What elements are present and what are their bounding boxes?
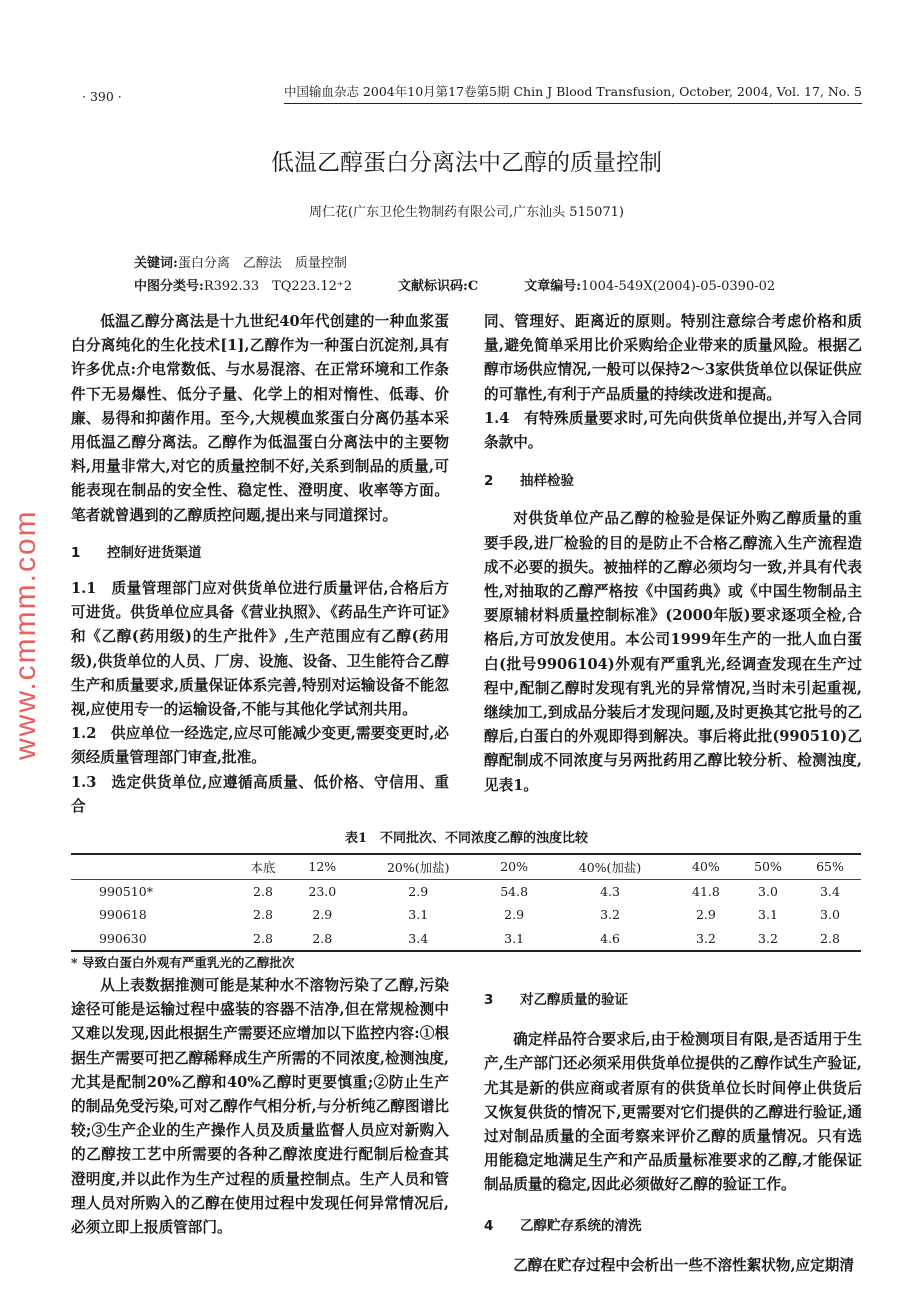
columns-top (71, 310, 862, 819)
section-number: 3 (484, 992, 494, 1009)
column-header: 50% (754, 859, 782, 875)
doc-code-label: 文献标识码: (398, 279, 468, 294)
column-header: 20%(加盐) (386, 859, 450, 875)
subsection-1-2 (71, 722, 449, 770)
turbidity-cell: 41.8 (692, 883, 720, 899)
column-header: 20% (500, 859, 529, 875)
column-header: 12% (308, 859, 337, 875)
after-table-paragraph: 从上表数据推测可能是某种水不溶物污染了乙醇,污染途径可能是运输过程中盛装的容器不洁净,但在常规检测中又难以发现,因此根据生产需要还应增加以下监控内容:①根据生产需要可把乙醇稀释成生产所需的不同浓度,检测浊度,尤其是配制20%乙醇和40%乙醇时更要慎重;②防止生产的制品免受污染,可对乙醇作气相分析,与分析纯乙醇图谱比较;③生产企业的生产操作人员及质量监督人员应对新购入的乙醇按工艺中所需要的各种乙醇浓度进行配制后检查其澄明度,并以此作为生产过程的质量控制点。生产人员和管理人员对所购入的乙醇在使用过程中发现任何异常情况后,必须立即上报质管部门。 (71, 977, 449, 1237)
turbidity-cell: 3.4 (820, 883, 840, 899)
turbidity-cell: 2.9 (408, 883, 429, 899)
table-header-row (71, 854, 861, 879)
watermark: www.cmmm.com (9, 509, 42, 760)
subsection-1-3 (71, 771, 449, 819)
section-3-heading (484, 988, 862, 1012)
column-header: 40% (692, 859, 720, 875)
batch-cell: 990630 (99, 930, 147, 946)
section-title: 乙醇贮存系统的清洗 (520, 1217, 642, 1234)
turbidity-cell: 2.8 (253, 883, 273, 899)
section-4-heading (484, 1214, 862, 1238)
turbidity-cell: 3.2 (758, 930, 778, 946)
table-caption: 表1 不同批次、不同浓度乙醇的浊度比较 (344, 831, 589, 847)
columns-bottom (71, 974, 862, 1278)
section-number: 1 (71, 544, 81, 561)
page-number: · 390 · (82, 89, 122, 104)
section-number: 2 (484, 473, 494, 490)
subsection-text: 供应单位一经选定,应尽可能减少变更,需要变更时,必须经质量管理部门审查,批准。 (71, 725, 449, 767)
subsection-number: 1.3 (71, 773, 97, 791)
article-title: 低温乙醇蛋白分离法中乙醇的质量控制 (271, 150, 662, 176)
classification-line (134, 275, 862, 298)
turbidity-cell: 2.9 (312, 907, 333, 923)
turbidity-cell: 2.9 (504, 907, 525, 923)
keywords (134, 252, 862, 275)
column-header: 65% (816, 859, 844, 875)
turbidity-cell: 4.6 (600, 930, 620, 946)
turbidity-cell: 23.0 (308, 883, 337, 899)
turbidity-cell: 3.0 (758, 883, 778, 899)
batch-cell: 990510* (99, 883, 153, 899)
subsection-1-1 (71, 577, 449, 722)
section-title: 对乙醇质量的验证 (520, 992, 628, 1009)
table-row (71, 879, 861, 903)
subsection-1-4 (484, 407, 862, 455)
column-header (71, 854, 235, 879)
section-2-heading (484, 469, 862, 493)
running-header: 中国输血杂志 2004年10月第17卷第5期 Chin J Blood Transfusion, October, 2004, Vol. 17, No. 5 (284, 82, 862, 104)
turbidity-cell: 3.2 (600, 907, 620, 923)
column-header: 40%(加盐) (578, 859, 642, 875)
keywords-value: 蛋白分离 乙醇法 质量控制 (177, 256, 347, 271)
subsection-text: 有特殊质量要求时,可先向供货单位提出,并写入合同条款中。 (484, 409, 862, 452)
clc-label: 中图分类号: (134, 279, 204, 294)
subsection-number: 1.4 (484, 409, 510, 427)
table-row (71, 903, 861, 927)
section-3-paragraph: 确定样品符合要求后,由于检测项目有限,是否适用于生产,生产部门还必须采用供货单位提供的乙醇作试生产验证,尤其是新的供应商或者原有的供货单位长时间停止供货后又恢复供货的情况下,更需要对它们提供的乙醇进行验证,通过对制品质量的全面考察来评价乙醇的质量情况。只有选用能稳定地满足生产和产品质量标准要求的乙醇,才能保证制品质量的稳定,因此必须做好乙醇的验证工作。 (484, 1031, 862, 1194)
left-column-bottom (71, 974, 449, 1240)
turbidity-cell: 4.3 (600, 883, 620, 899)
right-column-bottom (484, 974, 862, 1278)
turbidity-cell: 3.0 (820, 907, 840, 923)
article-no-value: 1004-549X(2004)-05-0390-02 (581, 279, 776, 294)
subsection-text: 选定供货单位,应遵循高质量、低价格、守信用、重合 (71, 773, 449, 815)
running-header-row (71, 82, 862, 104)
turbidity-cell: 3.2 (695, 930, 716, 946)
section-number: 4 (484, 1217, 494, 1234)
table-footnote: * 导致白蛋白外观有严重乳光的乙醇批次 (71, 955, 295, 971)
turbidity-cell: 3.4 (408, 930, 429, 946)
keywords-label: 关键词: (134, 256, 178, 271)
turbidity-cell: 2.8 (253, 907, 273, 923)
section-4-paragraph: 乙醇在贮存过程中会析出一些不溶性絮状物,应定期清 (513, 1256, 854, 1274)
subsection-number: 1.1 (71, 580, 97, 598)
turbidity-cell: 2.8 (820, 930, 840, 946)
turbidity-cell: 3.1 (408, 907, 429, 923)
column-header: 本底 (250, 859, 276, 875)
turbidity-cell: 2.8 (253, 930, 273, 946)
section-title: 控制好进货渠道 (107, 544, 202, 561)
subsection-1-3-continued: 同、管理好、距离近的原则。特别注意综合考虑价格和质量,避免简单采用比价采购给企业带来的质量风险。根据乙醇市场供应情况,一般可以保持2～3家供货单位以保证供应的可靠性,有利于产品质量的持续改进和提高。 (484, 313, 862, 403)
right-column-top (484, 310, 862, 798)
turbidity-cell: 2.9 (695, 907, 716, 923)
subsection-text: 质量管理部门应对供货单位进行质量评估,合格后方可进货。供货单位应具备《营业执照》、《药品生产许可证》和《乙醇(药用级)的生产批件》,生产范围应有乙醇(药用级),供货单位的人员、厂房、设施、设备、卫生能符合乙醇生产和质量要求,质量保证体系完善,特别对运输设备不能忽视,应使用专一的运输设备,不能与其他化学试剂共用。 (71, 580, 449, 719)
author-affiliation: 周仁花(广东卫伦生物制药有限公司,广东汕头 515071) (308, 205, 625, 220)
turbidity-cell: 2.8 (312, 930, 333, 946)
table-row (71, 927, 861, 952)
section-2-paragraph: 对供货单位产品乙醇的检验是保证外购乙醇质量的重要手段,进厂检验的目的是防止不合格乙醇流入生产流程造成不必要的损失。被抽样的乙醇必须均匀一致,并具有代表性,对抽取的乙醇严格按《中国药典》或《中国生物制品主要原辅材料质量控制标准》(2000年版)要求逐项全检,合格后,方可放发使用。本公司1999年生产的一批人血白蛋白(批号9906104)外观有严重乳光,经调查发现在生产过程中,配制乙醇时发现有乳光的异常情况,当时未引起重视,继续加工,到成品分装后才发现问题,及时更换其它批号的乙醇后,白蛋白的外观即得到解决。事后将此批(990510)乙醇配制成不同浓度与另两批药用乙醇比较分析、检测浊度,见表1。 (484, 510, 862, 794)
turbidity-table (71, 853, 861, 952)
turbidity-cell: 3.1 (758, 907, 778, 923)
article-no-label: 文章编号: (524, 279, 582, 294)
subsection-number: 1.2 (71, 725, 97, 743)
clc-value: R392.33 TQ223.12⁺2 (203, 279, 353, 294)
section-title: 抽样检验 (520, 473, 574, 490)
left-column-top (71, 310, 449, 819)
intro-paragraph: 低温乙醇分离法是十九世纪40年代创建的一种血浆蛋白分离纯化的生化技术[1],乙醇作为一种蛋白沉淀剂,具有许多优点:介电常数低、与水易混溶、在正常环境和工作条件下无易爆性、低分子量、化学上的相对惰性、低毒、价廉、易得和抑菌作用。至今,大规模血浆蛋白分离仍基本采用低温乙醇分离法。乙醇作为低温蛋白分离法中的主要物料,用量非常大,对它的质量控制不好,关系到制品的质量,可能表现在制品的安全性、稳定性、澄明度、收率等方面。笔者就曾遇到的乙醇质控问题,提出来与同道探讨。 (71, 313, 449, 524)
turbidity-cell: 3.1 (504, 930, 525, 946)
turbidity-cell: 54.8 (500, 883, 529, 899)
section-1-heading (71, 541, 449, 565)
batch-cell: 990618 (99, 907, 147, 923)
doc-code-value: C (467, 279, 479, 294)
